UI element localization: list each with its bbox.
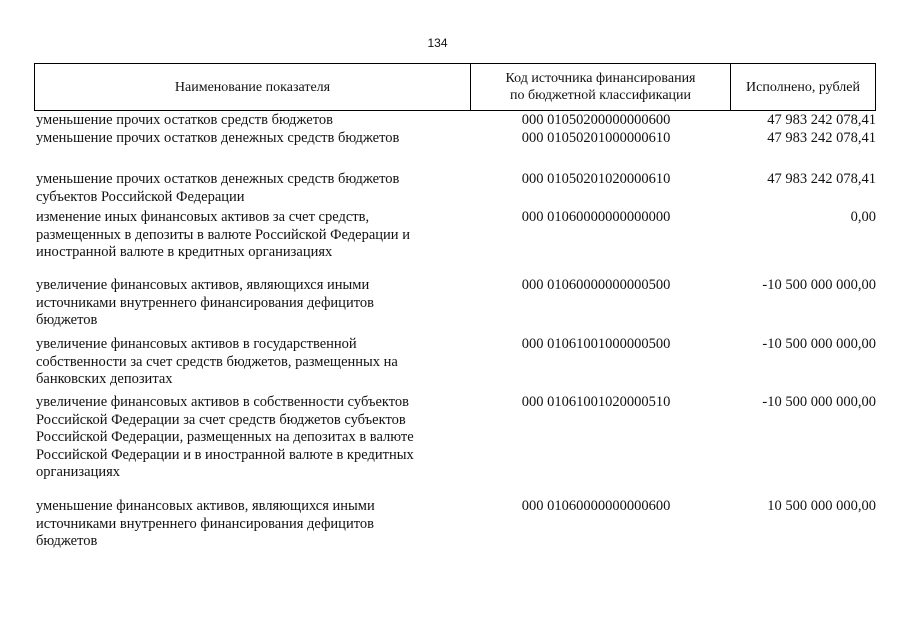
header-source-code xyxy=(471,64,731,110)
row-code: 000 01061001020000510 xyxy=(521,394,671,410)
row-code: 000 01050201020000610 xyxy=(521,171,671,187)
header-source-code-line2: по бюджетной классификации xyxy=(509,88,692,103)
row-value: 0,00 xyxy=(850,209,876,225)
row-value: -10 500 000 000,00 xyxy=(762,336,876,352)
row-name: уменьшение прочих остатков денежных средств бюджетов субъектов Российской Федерации xyxy=(36,171,400,205)
row-name: увеличение финансовых активов в государственной собственности за счет средств бюджетов, размещенных на банковских депозитах xyxy=(36,336,398,387)
row-code: 000 01060000000000600 xyxy=(521,498,671,514)
row-name: уменьшение прочих остатков денежных средств бюджетов xyxy=(36,130,400,146)
row-name: увеличение финансовых активов в собственности субъектов Российской Федерации за счет средств бюджетов субъектов Российской Федерации, размещенных на депозитах в валюте Российской Федерации и в иностранной валюте в кредитных организациях xyxy=(36,394,414,480)
row-value: -10 500 000 000,00 xyxy=(762,394,876,410)
row-value: 10 500 000 000,00 xyxy=(767,498,876,514)
row-code: 000 01060000000000000 xyxy=(521,209,671,225)
header-indicator-name: Наименование показателя xyxy=(35,64,471,110)
row-value: 47 983 242 078,41 xyxy=(767,112,876,128)
row-value: 47 983 242 078,41 xyxy=(767,171,876,187)
row-name: уменьшение прочих остатков средств бюджетов xyxy=(36,112,333,128)
row-code: 000 01050201000000610 xyxy=(521,130,671,146)
row-name: изменение иных финансовых активов за счет средств, размещенных в депозиты в валюте Российской Федерации и иностранной валюте в кредитных организациях xyxy=(36,209,410,260)
row-name: увеличение финансовых активов, являющихся иными источниками внутреннего финансирования дефицитов бюджетов xyxy=(36,277,374,328)
row-code: 000 01061001000000500 xyxy=(521,336,671,352)
row-value: 47 983 242 078,41 xyxy=(767,130,876,146)
table-header xyxy=(34,63,876,111)
row-code: 000 01050200000000600 xyxy=(521,112,671,128)
page-number: 134 xyxy=(427,36,448,50)
header-executed: Исполнено, рублей xyxy=(746,79,860,95)
row-value: -10 500 000 000,00 xyxy=(762,277,876,293)
row-name: уменьшение финансовых активов, являющихся иными источниками внутреннего финансирования дефицитов бюджетов xyxy=(36,498,375,549)
header-source-code-line1: Код источника финансирования xyxy=(505,71,696,86)
row-code: 000 01060000000000500 xyxy=(521,277,671,293)
